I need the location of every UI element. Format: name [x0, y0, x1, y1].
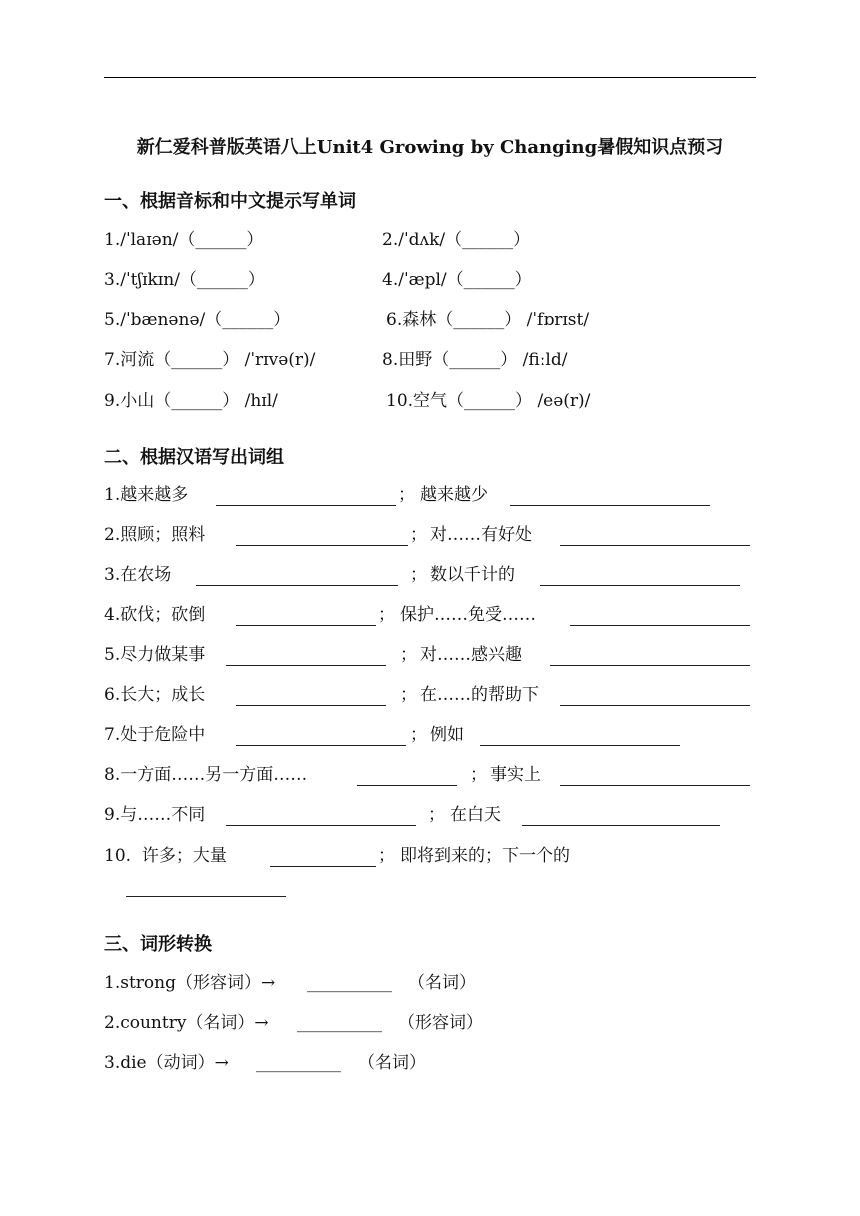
answer-blank[interactable] [126, 896, 286, 897]
answer-blank[interactable] [357, 785, 457, 786]
answer-blank[interactable] [570, 625, 750, 626]
answer-blank[interactable] [236, 625, 376, 626]
answer-blank[interactable] [560, 785, 750, 786]
s2-row6-b: 在……的帮助下 [420, 685, 539, 705]
s2-row5-a: 5.尽力做某事 [104, 645, 206, 665]
answer-blank[interactable] [550, 665, 750, 666]
s2-row10-sep: ； [378, 846, 395, 866]
s3-item-1-tail: （名词） [408, 973, 476, 993]
s2-row9-sep: ； [428, 805, 445, 825]
s1-item-1: 1./ˈlaɪən/（______） [104, 230, 264, 250]
s2-row2-a: 2.照顾；照料 [104, 525, 206, 545]
answer-blank[interactable] [236, 705, 386, 706]
s1-item-2: 2./ˈdʌk/（______） [382, 230, 531, 250]
s1-item-4: 4./ˈæpl/（______） [382, 270, 532, 290]
s2-row2-b: 对……有好处 [430, 525, 532, 545]
section2-heading: 二、根据汉语写出词组 [104, 447, 284, 468]
s2-row9-a: 9.与……不同 [104, 805, 206, 825]
s2-row4-a: 4.砍伐；砍倒 [104, 605, 206, 625]
s1-item-8: 8.田野（______） /fiːld/ [382, 350, 568, 370]
s1-item-7: 7.河流（______） /ˈrɪvə(r)/ [104, 350, 316, 370]
answer-blank[interactable] [226, 665, 386, 666]
s3-item-1-word: 1.strong（形容词）→ [104, 973, 276, 993]
s3-item-2-word: 2.country（名词）→ [104, 1013, 269, 1033]
answer-blank[interactable] [216, 505, 396, 506]
s2-row5-b: 对……感兴趣 [420, 645, 522, 665]
s3-item-3-tail: （名词） [358, 1053, 426, 1073]
s2-row8-a: 8.一方面……另一方面…… [104, 765, 308, 785]
s2-row7-a: 7.处于危险中 [104, 725, 206, 745]
answer-blank[interactable] [560, 705, 750, 706]
s1-item-5: 5./ˈbænənə/（______） [104, 310, 291, 330]
s2-row4-b: 保护……免受…… [400, 605, 536, 625]
s3-item-2-tail: （形容词） [398, 1013, 483, 1033]
answer-blank[interactable] [510, 505, 710, 506]
s2-row1-b: 越来越少 [420, 485, 488, 505]
s3-item-2-blank[interactable]: __________ [297, 1013, 382, 1033]
s2-row2-sep: ； [410, 525, 427, 545]
s1-item-6: 6.森林（______） /ˈfɒrɪst/ [386, 310, 590, 330]
section1-heading: 一、根据音标和中文提示写单词 [104, 191, 356, 212]
s3-item-3-blank[interactable]: __________ [256, 1053, 341, 1073]
answer-blank[interactable] [560, 545, 750, 546]
answer-blank[interactable] [540, 585, 740, 586]
s2-row10-a: 10. 许多；大量 [104, 846, 227, 866]
answer-blank[interactable] [226, 825, 416, 826]
s2-row8-b: 事实上 [490, 765, 541, 785]
s2-row8-sep: ； [470, 765, 487, 785]
s2-row1-sep: ； [398, 485, 415, 505]
s2-row7-sep: ； [410, 725, 427, 745]
s2-row4-sep: ； [378, 605, 395, 625]
s3-item-3-word: 3.die（动词）→ [104, 1053, 229, 1073]
s3-item-1-blank[interactable]: __________ [307, 973, 392, 993]
s2-row3-b: 数以千计的 [430, 565, 515, 585]
answer-blank[interactable] [480, 745, 680, 746]
s1-item-3: 3./ˈtʃɪkɪn/（______） [104, 270, 265, 290]
answer-blank[interactable] [522, 825, 720, 826]
answer-blank[interactable] [270, 866, 376, 867]
s1-item-9: 9.小山（______） /hɪl/ [104, 391, 278, 411]
s2-row7-b: 例如 [430, 725, 464, 745]
s2-row5-sep: ； [400, 645, 417, 665]
answer-blank[interactable] [236, 545, 408, 546]
answer-blank[interactable] [196, 585, 398, 586]
s2-row6-a: 6.长大；成长 [104, 685, 206, 705]
s2-row9-b: 在白天 [450, 805, 501, 825]
s2-row1-a: 1.越来越多 [104, 485, 189, 505]
answer-blank[interactable] [236, 745, 406, 746]
page-title: 新仁爱科普版英语八上Unit4 Growing by Changing暑假知识点预习 [136, 137, 724, 158]
s2-row3-a: 3.在农场 [104, 565, 172, 585]
s1-item-10: 10.空气（______） /eə(r)/ [386, 391, 591, 411]
header-rule [104, 77, 756, 78]
section3-heading: 三、词形转换 [104, 934, 212, 955]
s2-row3-sep: ； [410, 565, 427, 585]
s2-row10-b: 即将到来的；下一个的 [400, 846, 570, 866]
s2-row6-sep: ； [400, 685, 417, 705]
